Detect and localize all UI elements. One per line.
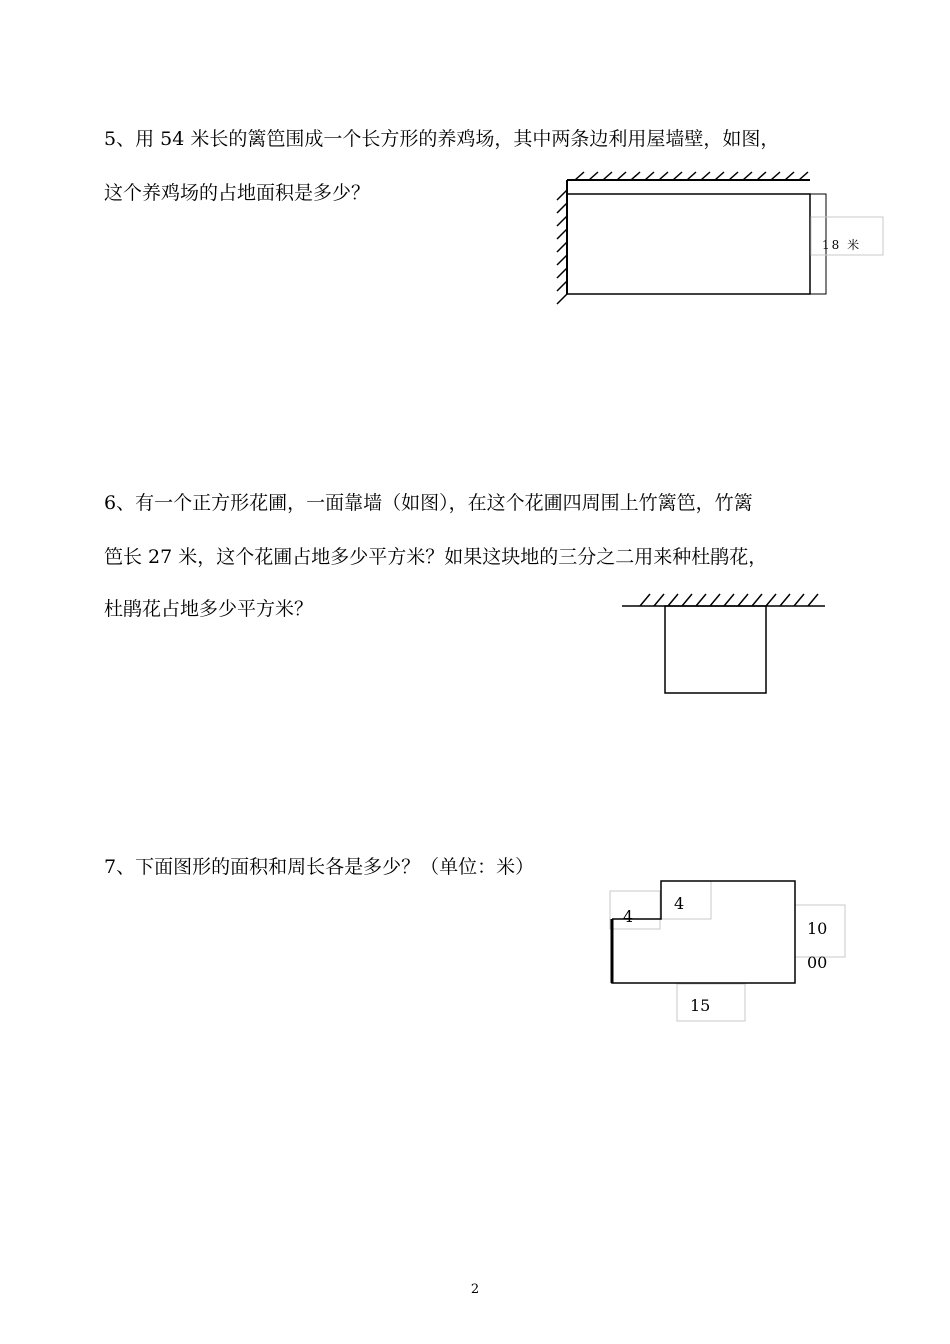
problem-6-line-2: 笆长 27 米，这个花圃占地多少平方米？如果这块地的三分之二用来种杜鹃花，	[104, 546, 768, 568]
top-step-label: 4	[674, 894, 685, 913]
bottom-label: 15	[690, 996, 711, 1015]
problem-7-line-1: 7、下面图形的面积和周长各是多少？（单位：米）	[104, 856, 535, 878]
problem-5-line-2: 这个养鸡场的占地面积是多少？	[104, 182, 371, 204]
right-side-label-2: 00	[807, 953, 828, 972]
problem-6-line-3: 杜鹃花占地多少平方米？	[104, 598, 314, 620]
problem-6-line-1: 6、有一个正方形花圃，一面靠墙（如图），在这个花圃四周围上竹篱笆，竹篱	[104, 492, 753, 514]
problem-5-line-1: 5、用 54 米长的篱笆围成一个长方形的养鸡场，其中两条边利用屋墙壁，如图，	[104, 128, 780, 150]
composite-shape-figure	[605, 875, 855, 1025]
right-side-label-1: 10	[807, 919, 828, 938]
page-number: 2	[470, 1282, 480, 1297]
flower-bed-figure	[620, 588, 830, 698]
width-label: 18 米	[822, 238, 862, 252]
left-step-label: 4	[623, 907, 634, 926]
